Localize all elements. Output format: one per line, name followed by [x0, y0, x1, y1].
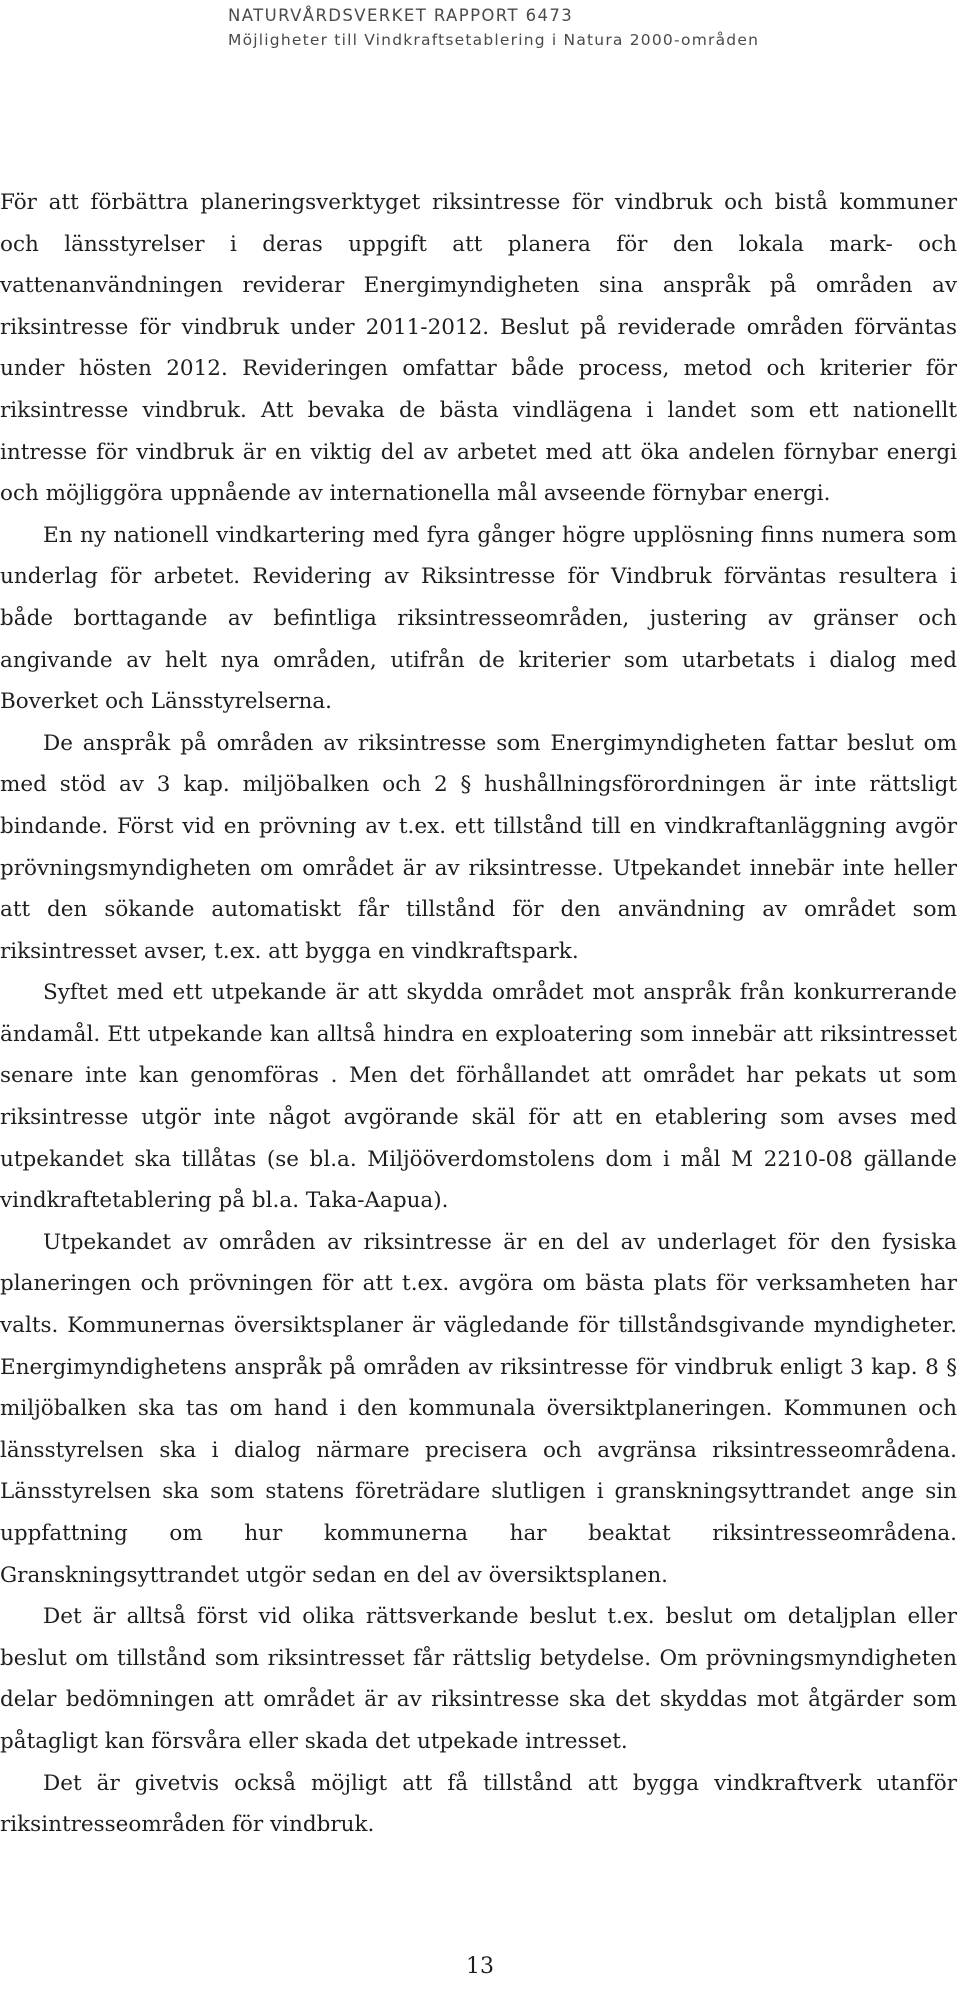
paragraph-1: För att förbättra planeringsverktyget riksintresse för vindbruk och bistå kommuner och länsstyrelser i deras uppgift att planera för den lokala mark- och vattenanvändningen reviderar Energimyndigheten sina anspråk på områden av riksintresse för vindbruk under 2011-2012. Beslut på reviderade områden förväntas under hösten 2012. Revideringen omfattar både process, metod och kriterier för riksintresse vindbruk. Att bevaka de bästa vindlägena i landet som ett nationellt intresse för vindbruk är en viktig del av arbetet med att öka andelen förnybar energi och möjliggöra uppnående av internationella mål avseende förnybar energi. — [0, 190, 957, 507]
paragraph-4: Syftet med ett utpekande är att skydda området mot anspråk från konkurrerande ändamål. Ett utpekande kan alltså hindra en exploatering som innebär att riksintresset senare inte kan genomföras . Men det förhållandet att området har pekats ut som riksintresse utgör inte något avgörande skäl för att en etablering som avses med utpekandet ska tillåtas (se bl.a. Miljööverdomstolens dom i mål M 2210-08 gällande vindkraftetablering på bl.a. Taka-Aapua). — [0, 980, 957, 1214]
report-subtitle: Möjligheter till Vindkraftsetablering i Natura 2000-områden — [228, 31, 760, 49]
paragraph-5: Utpekandet av områden av riksintresse är en del av underlaget för den fysiska planeringen och prövningen för att t.ex. avgöra om bästa plats för verksamheten har valts. Kommunernas översiktsplaner är vägledande för tillståndsgivande myndigheter. Energimyndighetens anspråk på områden av riksintresse för vindbruk enligt 3 kap. 8 § miljöbalken ska tas om hand i den kommunala översiktplaneringen. Kommunen och länsstyrelsen ska i dialog närmare precisera och avgränsa riksintresseområdena. Länsstyrelsen ska som statens företrädare slutligen i granskningsyttrandet ange sin uppfattning om hur kommunerna har beaktat riksintresseområdena. Granskningsyttrandet utgör sedan en del av översiktsplanen. — [0, 1229, 957, 1588]
report-title: NATURVÅRDSVERKET RAPPORT 6473 — [228, 6, 574, 25]
body-text — [0, 182, 957, 1846]
page-number: 13 — [466, 1954, 494, 1979]
paragraph-6: Det är alltså först vid olika rättsverkande beslut t.ex. beslut om detaljplan eller beslut om tillstånd som riksintresset får rättslig betydelse. Om prövningsmyndigheten delar bedömningen att området är av riksintresse ska det skyddas mot åtgärder som påtagligt kan försvåra eller skada det utpekade intresset. — [0, 1604, 957, 1754]
running-header — [228, 4, 948, 52]
paragraph-7: Det är givetvis också möjligt att få tillstånd att bygga vindkraftverk utanför riksintresseområden för vindbruk. — [0, 1770, 957, 1838]
paragraph-3: De anspråk på områden av riksintresse som Energimyndigheten fattar beslut om med stöd av 3 kap. miljöbalken och 2 § hushållningsförordningen är inte rättsligt bindande. Först vid en prövning av t.ex. ett tillstånd till en vindkraftanläggning avgör prövningsmyndigheten om området är av riksintresse. Utpekandet innebär inte heller att den sökande automatiskt får tillstånd för den användning av området som riksintresset avser, t.ex. att bygga en vindkraftspark. — [0, 730, 957, 964]
paragraph-2: En ny nationell vindkartering med fyra gånger högre upplösning finns numera som underlag för arbetet. Revidering av Riksintresse för Vindbruk förväntas resultera i både borttagande av befintliga riksintresseområden, justering av gränser och angivande av helt nya områden, utifrån de kriterier som utarbetats i dialog med Boverket och Länsstyrelserna. — [0, 522, 957, 715]
